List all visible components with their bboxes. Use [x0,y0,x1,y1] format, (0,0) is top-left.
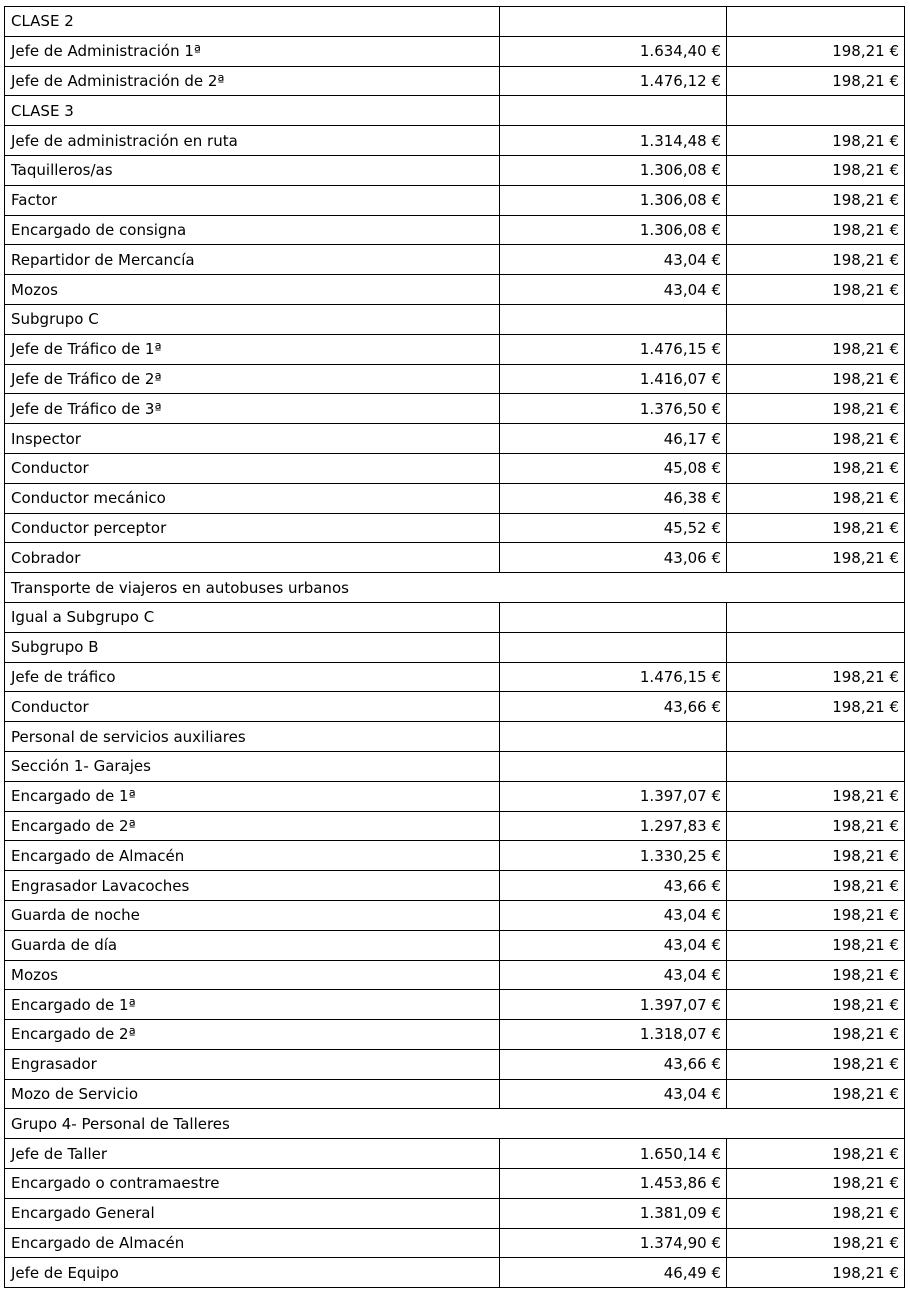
table-row [5,871,905,901]
salary-amount [500,602,727,632]
plus-amount: 198,21 € [727,185,905,215]
salary-amount: 43,66 € [500,1049,727,1079]
salary-table [4,6,905,1288]
salary-amount: 1.476,12 € [500,66,727,96]
section-row [5,751,905,781]
category-label: CLASE 3 [5,96,500,126]
table-row [5,781,905,811]
category-label: Mozos [5,960,500,990]
table-row [5,334,905,364]
category-label: Jefe de Administración de 2ª [5,66,500,96]
plus-amount: 198,21 € [727,960,905,990]
plus-amount: 198,21 € [727,1198,905,1228]
section-row [5,573,905,603]
table-row [5,841,905,871]
category-label: Encargado de Almacén [5,1228,500,1258]
table-row [5,1169,905,1199]
category-label: Subgrupo B [5,632,500,662]
salary-amount [500,7,727,37]
plus-amount: 198,21 € [727,483,905,513]
plus-amount: 198,21 € [727,1020,905,1050]
salary-amount: 43,04 € [500,900,727,930]
plus-amount: 198,21 € [727,692,905,722]
category-label: Jefe de Taller [5,1139,500,1169]
plus-amount: 198,21 € [727,1258,905,1288]
category-label: Jefe de Tráfico de 3ª [5,394,500,424]
category-label: Igual a Subgrupo C [5,602,500,632]
table-row [5,245,905,275]
category-label: Encargado de Almacén [5,841,500,871]
category-label: Jefe de administración en ruta [5,126,500,156]
plus-amount: 198,21 € [727,364,905,394]
plus-amount: 198,21 € [727,245,905,275]
plus-amount: 198,21 € [727,1139,905,1169]
category-label: Transporte de viajeros en autobuses urbanos [5,573,905,603]
section-row [5,632,905,662]
table-row [5,453,905,483]
category-label: Taquilleros/as [5,155,500,185]
category-label: Jefe de tráfico [5,662,500,692]
category-label: Mozos [5,275,500,305]
table-row [5,513,905,543]
salary-amount: 1.374,90 € [500,1228,727,1258]
salary-amount: 1.453,86 € [500,1169,727,1199]
salary-amount [500,722,727,752]
table-row [5,483,905,513]
table-row [5,185,905,215]
plus-amount: 198,21 € [727,215,905,245]
category-label: Conductor [5,692,500,722]
plus-amount: 198,21 € [727,662,905,692]
salary-amount: 1.397,07 € [500,781,727,811]
section-row [5,1109,905,1139]
table-row [5,424,905,454]
table-row [5,930,905,960]
section-row [5,722,905,752]
salary-amount [500,96,727,126]
table-row [5,36,905,66]
category-label: Guarda de día [5,930,500,960]
salary-amount [500,304,727,334]
category-label: Personal de servicios auxiliares [5,722,500,752]
salary-amount: 46,17 € [500,424,727,454]
table-row [5,543,905,573]
plus-amount [727,7,905,37]
category-label: Grupo 4- Personal de Talleres [5,1109,905,1139]
plus-amount [727,304,905,334]
salary-amount: 1.314,48 € [500,126,727,156]
plus-amount [727,722,905,752]
table-row [5,1049,905,1079]
plus-amount: 198,21 € [727,871,905,901]
table-row [5,692,905,722]
table-row [5,155,905,185]
category-label: Encargado de 1ª [5,990,500,1020]
category-label: Jefe de Administración 1ª [5,36,500,66]
salary-amount [500,632,727,662]
category-label: Sección 1- Garajes [5,751,500,781]
category-label: Conductor [5,453,500,483]
plus-amount: 198,21 € [727,394,905,424]
category-label: Encargado de 2ª [5,1020,500,1050]
category-label: Jefe de Equipo [5,1258,500,1288]
category-label: Engrasador Lavacoches [5,871,500,901]
category-label: Cobrador [5,543,500,573]
salary-amount: 43,04 € [500,930,727,960]
plus-amount: 198,21 € [727,543,905,573]
plus-amount: 198,21 € [727,334,905,364]
salary-amount: 1.476,15 € [500,334,727,364]
section-row [5,96,905,126]
table-row [5,1079,905,1109]
plus-amount: 198,21 € [727,1228,905,1258]
table-row [5,990,905,1020]
salary-amount: 1.476,15 € [500,662,727,692]
salary-amount: 43,66 € [500,871,727,901]
salary-amount: 45,08 € [500,453,727,483]
section-row [5,7,905,37]
plus-amount: 198,21 € [727,36,905,66]
table-row [5,66,905,96]
category-label: Factor [5,185,500,215]
category-label: Conductor mecánico [5,483,500,513]
category-label: Jefe de Tráfico de 1ª [5,334,500,364]
salary-amount: 1.650,14 € [500,1139,727,1169]
table-row [5,364,905,394]
category-label: Encargado de 1ª [5,781,500,811]
salary-amount: 1.376,50 € [500,394,727,424]
table-row [5,1258,905,1288]
category-label: Mozo de Servicio [5,1079,500,1109]
salary-amount: 46,38 € [500,483,727,513]
plus-amount [727,602,905,632]
salary-amount: 43,04 € [500,245,727,275]
plus-amount [727,751,905,781]
section-row [5,602,905,632]
salary-amount: 45,52 € [500,513,727,543]
table-row [5,960,905,990]
table-row [5,1198,905,1228]
plus-amount: 198,21 € [727,453,905,483]
table-row [5,662,905,692]
plus-amount: 198,21 € [727,1079,905,1109]
plus-amount: 198,21 € [727,275,905,305]
plus-amount: 198,21 € [727,513,905,543]
salary-amount: 1.634,40 € [500,36,727,66]
category-label: Encargado o contramaestre [5,1169,500,1199]
plus-amount: 198,21 € [727,811,905,841]
plus-amount: 198,21 € [727,424,905,454]
salary-amount: 43,66 € [500,692,727,722]
plus-amount: 198,21 € [727,126,905,156]
salary-amount: 1.397,07 € [500,990,727,1020]
salary-amount: 1.318,07 € [500,1020,727,1050]
table-row [5,1020,905,1050]
salary-amount: 1.306,08 € [500,185,727,215]
plus-amount: 198,21 € [727,1169,905,1199]
table-row [5,394,905,424]
table-row [5,1228,905,1258]
category-label: Guarda de noche [5,900,500,930]
salary-amount: 1.306,08 € [500,155,727,185]
salary-amount: 1.381,09 € [500,1198,727,1228]
salary-amount: 46,49 € [500,1258,727,1288]
table-row [5,275,905,305]
plus-amount: 198,21 € [727,841,905,871]
salary-amount: 43,04 € [500,1079,727,1109]
plus-amount: 198,21 € [727,66,905,96]
table-row [5,811,905,841]
plus-amount [727,96,905,126]
plus-amount: 198,21 € [727,781,905,811]
salary-table-body [5,7,905,1288]
table-row [5,215,905,245]
category-label: Encargado de 2ª [5,811,500,841]
plus-amount: 198,21 € [727,1049,905,1079]
plus-amount [727,632,905,662]
salary-amount: 1.306,08 € [500,215,727,245]
category-label: Engrasador [5,1049,500,1079]
plus-amount: 198,21 € [727,990,905,1020]
section-row [5,304,905,334]
salary-amount: 1.297,83 € [500,811,727,841]
salary-amount: 43,06 € [500,543,727,573]
category-label: Subgrupo C [5,304,500,334]
category-label: Encargado de consigna [5,215,500,245]
category-label: Repartidor de Mercancía [5,245,500,275]
salary-amount: 1.330,25 € [500,841,727,871]
table-row [5,1139,905,1169]
plus-amount: 198,21 € [727,155,905,185]
category-label: Encargado General [5,1198,500,1228]
salary-amount: 1.416,07 € [500,364,727,394]
table-row [5,126,905,156]
category-label: Conductor perceptor [5,513,500,543]
category-label: CLASE 2 [5,7,500,37]
category-label: Jefe de Tráfico de 2ª [5,364,500,394]
salary-amount [500,751,727,781]
salary-amount: 43,04 € [500,275,727,305]
plus-amount: 198,21 € [727,900,905,930]
plus-amount: 198,21 € [727,930,905,960]
category-label: Inspector [5,424,500,454]
salary-amount: 43,04 € [500,960,727,990]
table-row [5,900,905,930]
